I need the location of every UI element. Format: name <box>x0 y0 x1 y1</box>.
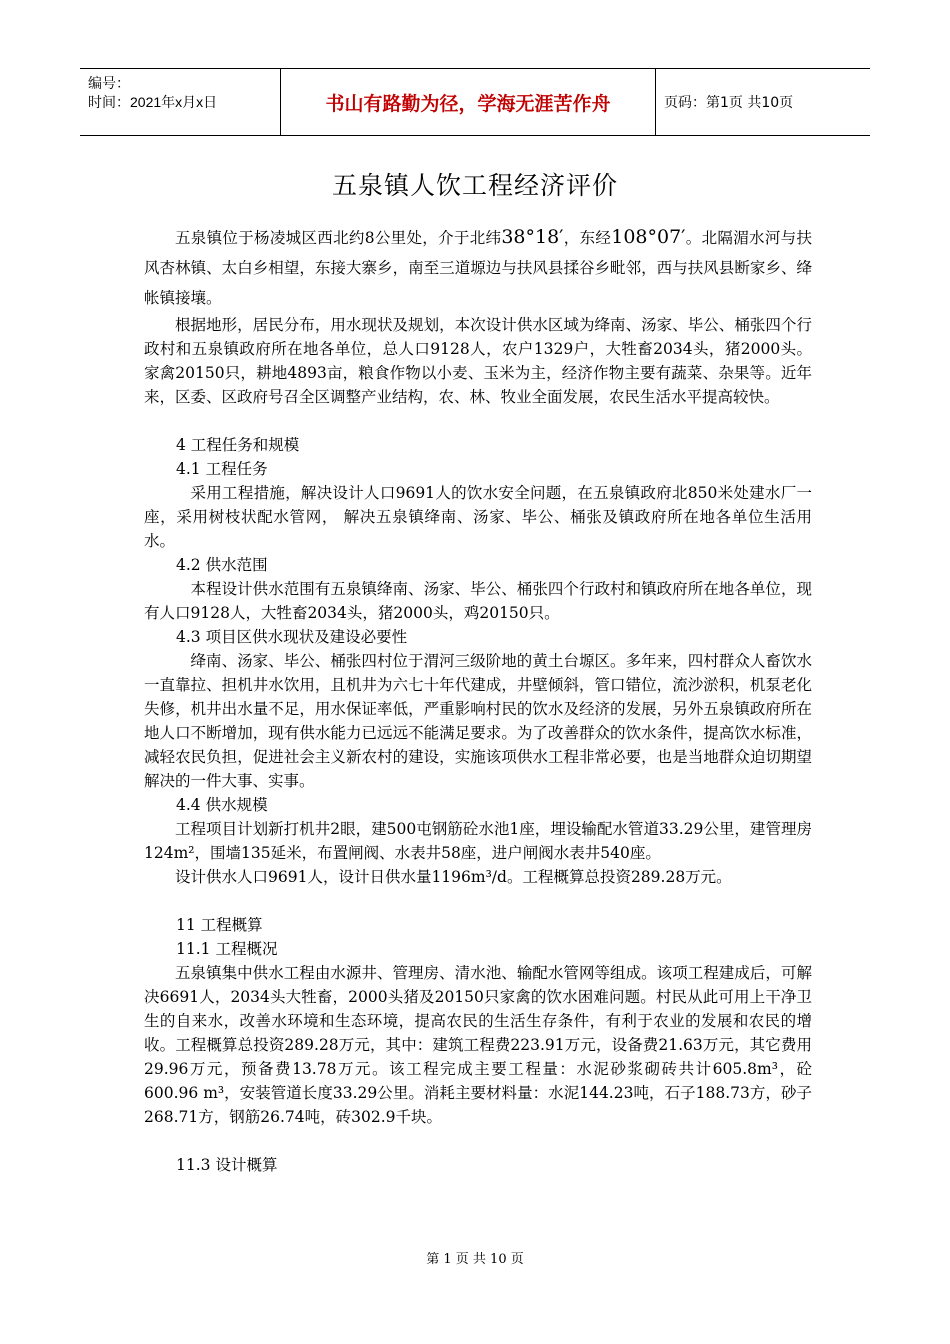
section-4-3-text: 绛南、汤家、毕公、桶张四村位于渭河三级阶地的黄土台塬区。多年来，四村群众人畜饮水一直靠拉、担机井水饮用，且机井为六七十年代建成，井壁倾斜，管口错位，流沙淤积，机泵老化失修，机井出水量不足，用水保证率低，严重影响村民的饮水及经济的发展，另外五泉镇政府所在地人口不断增加，现有供水能力已远远不能满足要求。为了改善群众的饮水条件，提高饮水标准，减轻农民负担，促进社会主义新农村的建设，实施该项供水工程非常必要，也是当地群众迫切期望解决的一件大事、实事。 <box>144 652 812 790</box>
page-footer: 第 1 页 共 10 页 <box>426 1252 524 1267</box>
intro-paragraph-2: 根据地形，居民分布，用水现状及规划，本次设计供水区域为绛南、汤家、毕公、桶张四个行政村和五泉镇政府所在地各单位，总人口9128人，农户1329户，大牲畜2034头，猪2000头。家禽20150只，耕地4893亩，粮食作物以小麦、玉米为主，经济作物主要有蔬菜、杂果等。近年来，区委、区政府号召全区调整产业结构，农、林、牧业全面发展，农民生活水平提高较快。 <box>144 316 812 406</box>
section-4-1-text: 采用工程措施，解决设计人口9691人的饮水安全问题，在五泉镇政府北850米处建水厂一座，采用树枝状配水管网， 解决五泉镇绛南、汤家、毕公、桶张及镇政府所在地各单位生活用水。 <box>144 484 812 550</box>
section-11-3-heading: 11.3 设计概算 <box>176 1156 278 1174</box>
section-11-heading: 11 工程概算 <box>176 916 263 934</box>
header-page-number: 页码：第1页 共10页 <box>664 95 794 111</box>
section-4-2-text: 本程设计供水范围有五泉镇绛南、汤家、毕公、桶张四个行政村和镇政府所在地各单位，现有人口9128人，大牲畜2034头，猪2000头，鸡20150只。 <box>144 580 812 622</box>
latitude-value: 38°18′ <box>501 226 564 248</box>
document-title: 五泉镇人饮工程经济评价 <box>331 171 618 200</box>
section-4-4-text-1: 工程项目计划新打机井2眼，建500屯钢筋砼水池1座，埋设输配水管道33.29公里，建管理房124m²，围墙135延米，布置闸阀、水表井58座，进户闸阀水表井540座。 <box>144 820 812 862</box>
document-body <box>144 222 812 1177</box>
section-4-3-heading: 4.3 项目区供水现状及建设必要性 <box>176 628 408 646</box>
intro-text-c: 。北隔湄水河与扶风杏林镇、太白乡相望，东接大寨乡，南至三道塬边与扶风县揉谷乡毗邻，西与扶风县断家乡、绛帐镇接壤。 <box>144 229 812 307</box>
longitude-value: 108°07′ <box>611 226 686 248</box>
page-header <box>80 68 870 136</box>
section-4-heading: 4 工程任务和规模 <box>176 436 300 454</box>
doc-number-label: 编号： <box>88 75 130 91</box>
section-4-4-heading: 4.4 供水规模 <box>176 796 268 814</box>
section-4-1-heading: 4.1 工程任务 <box>176 460 268 478</box>
intro-paragraph-1 <box>144 222 812 313</box>
section-11-1-text: 五泉镇集中供水工程由水源井、管理房、清水池、输配水管网等组成。该项工程建成后，可解决6691人，2034头大牲畜，2000头猪及20150只家禽的饮水困难问题。村民从此可用上干净卫生的自来水，改善水环境和生态环境，提高农民的生活生存条件，有利于农业的发展和农民的增收。工程概算总投资289.28万元，其中：建筑工程费223.91万元，设备费21.63万元，其它费用29.96万元，预备费13.78万元。该工程完成主要工程量：水泥砂浆砌砖共计605.8m³，砼600.96 m³，安装管道长度33.29公里。消耗主要材料量：水泥144.23吨，石子188.73方，砂子268.71方，钢筋26.74吨，砖302.9千块。 <box>144 964 812 1126</box>
section-4-2-heading: 4.2 供水范围 <box>176 556 268 574</box>
section-4-4-text-2: 设计供水人口9691人，设计日供水量1196m³/d。工程概算总投资289.28万元。 <box>175 868 732 886</box>
intro-text-a: 五泉镇位于杨凌城区西北约8公里处，介于北纬 <box>175 229 502 247</box>
doc-date-label: 时间：2021年x月x日 <box>88 94 218 110</box>
header-motto: 书山有路勤为径，学海无涯苦作舟 <box>280 69 656 135</box>
header-meta <box>80 69 280 140</box>
intro-text-b: ，东经 <box>563 229 612 247</box>
section-11-1-heading: 11.1 工程概况 <box>176 940 278 958</box>
